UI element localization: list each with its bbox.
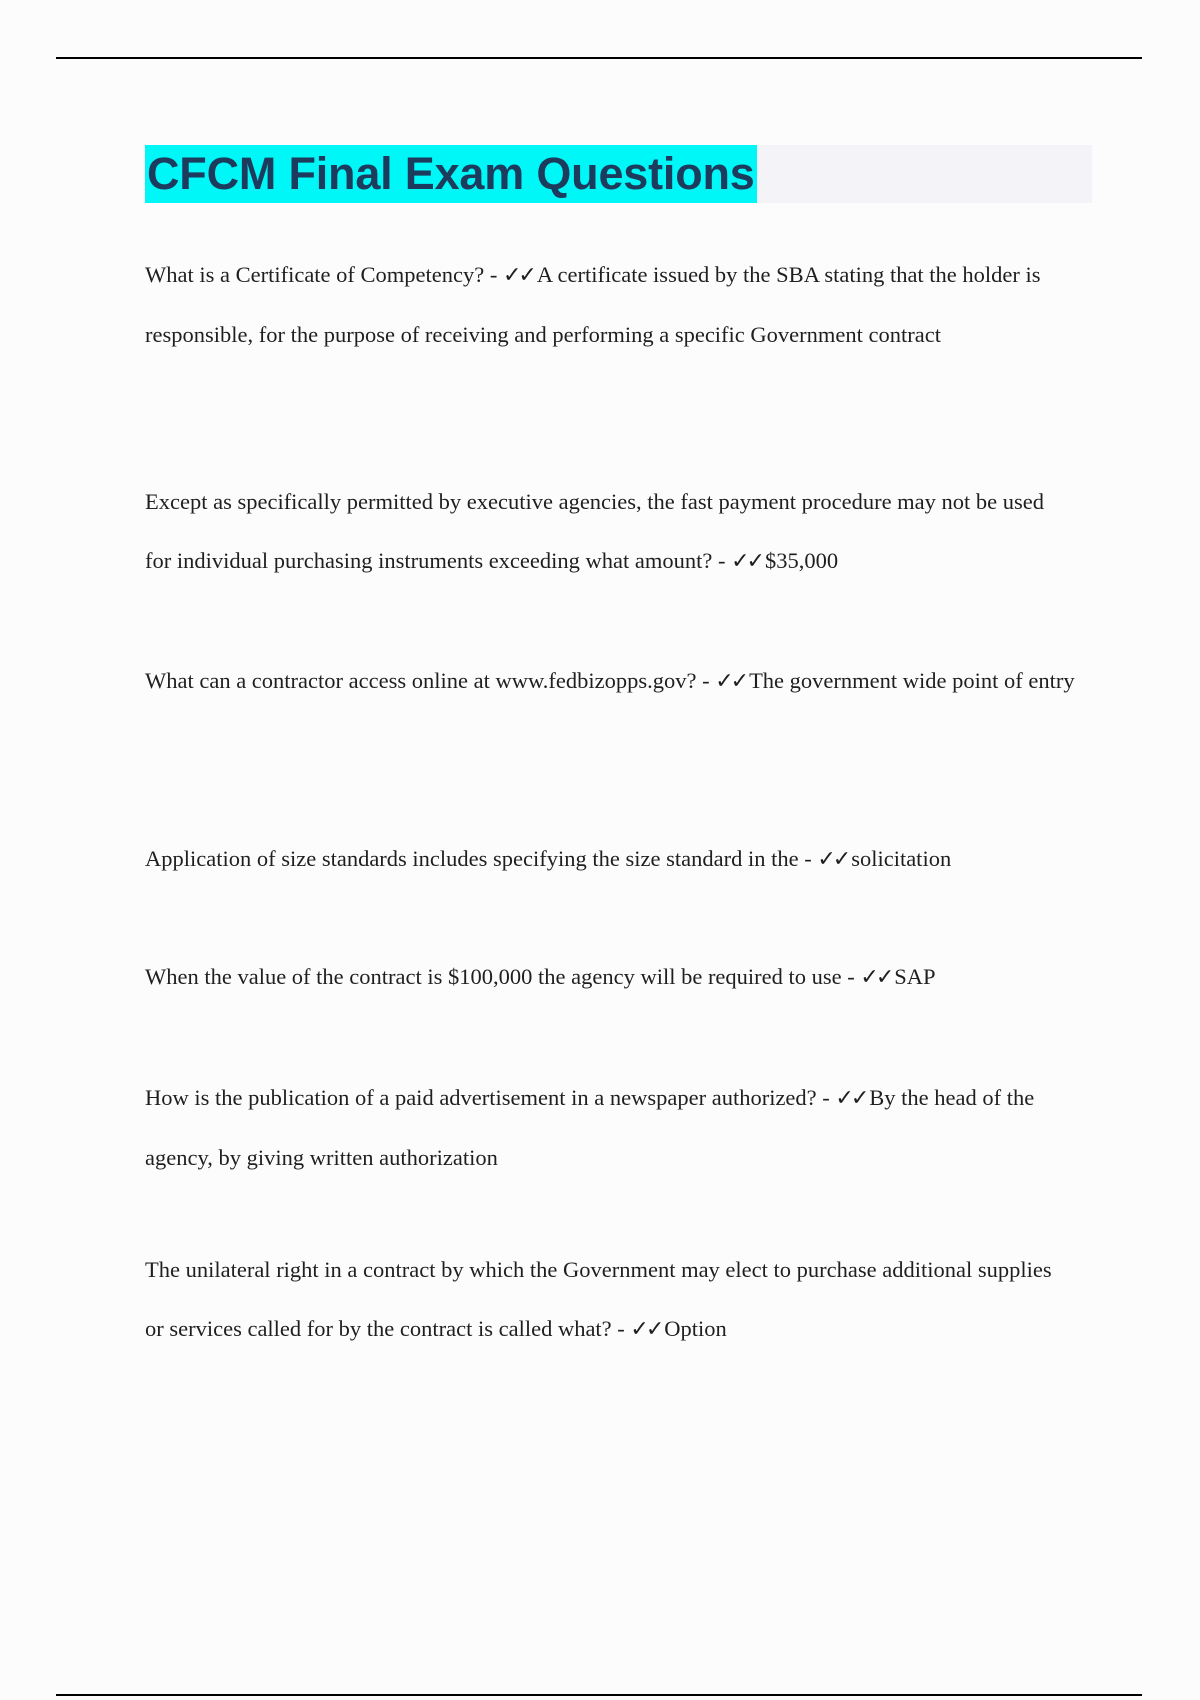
- double-check-icon: ✓✓: [860, 965, 892, 990]
- double-check-icon: ✓✓: [817, 847, 849, 872]
- double-check-icon: ✓✓: [715, 669, 747, 694]
- separator: -: [611, 1315, 631, 1341]
- qa-item: [145, 652, 1075, 712]
- answer-text: $35,000: [764, 547, 839, 573]
- question-text: The unilateral right in a contract by which the Government may elect to purchase additional supplies or services called for by the contract is called what?: [145, 1257, 1052, 1341]
- answer-text: SAP: [894, 964, 936, 989]
- separator: -: [798, 846, 818, 871]
- answer-text: A certificate issued by the SBA stating that the holder is responsible, for the purpose of receiving and performing a specific Government contract: [145, 262, 1041, 347]
- answer-text: solicitation: [851, 846, 952, 871]
- separator: -: [712, 547, 732, 573]
- qa-item: [145, 830, 1075, 890]
- document-title: CFCM Final Exam Questions: [145, 145, 757, 203]
- separator: -: [841, 964, 861, 989]
- answer-text: The government wide point of entry: [749, 668, 1075, 693]
- double-check-icon: ✓✓: [630, 1316, 662, 1342]
- double-check-icon: ✓✓: [731, 548, 762, 574]
- qa-item: [145, 1241, 1075, 1359]
- double-check-icon: ✓✓: [835, 1086, 867, 1111]
- qa-item: [145, 948, 1075, 1008]
- separator: -: [696, 668, 716, 693]
- question-text: When the value of the contract is $100,000 the agency will be required to use: [145, 964, 842, 989]
- bottom-rule: [56, 1694, 1142, 1696]
- double-check-icon: ✓✓: [503, 263, 534, 288]
- separator: -: [816, 1085, 836, 1110]
- question-text: What can a contractor access online at www.fedbizopps.gov?: [145, 668, 697, 693]
- qa-item: [145, 246, 1075, 364]
- separator: -: [484, 262, 503, 287]
- qa-item: [145, 473, 1075, 591]
- question-text: Application of size standards includes specifying the size standard in the: [145, 846, 799, 871]
- question-text: How is the publication of a paid advertisement in a newspaper authorized?: [145, 1085, 817, 1110]
- question-text: What is a Certificate of Competency?: [145, 262, 485, 287]
- answer-text: By the head of the agency, by giving written authorization: [145, 1085, 1035, 1170]
- answer-text: Option: [664, 1315, 727, 1341]
- question-text: Except as specifically permitted by executive agencies, the fast payment procedure may not be used for individual purchasing instruments exceeding what amount?: [145, 489, 1045, 573]
- top-rule: [56, 57, 1142, 59]
- qa-item: [145, 1069, 1075, 1187]
